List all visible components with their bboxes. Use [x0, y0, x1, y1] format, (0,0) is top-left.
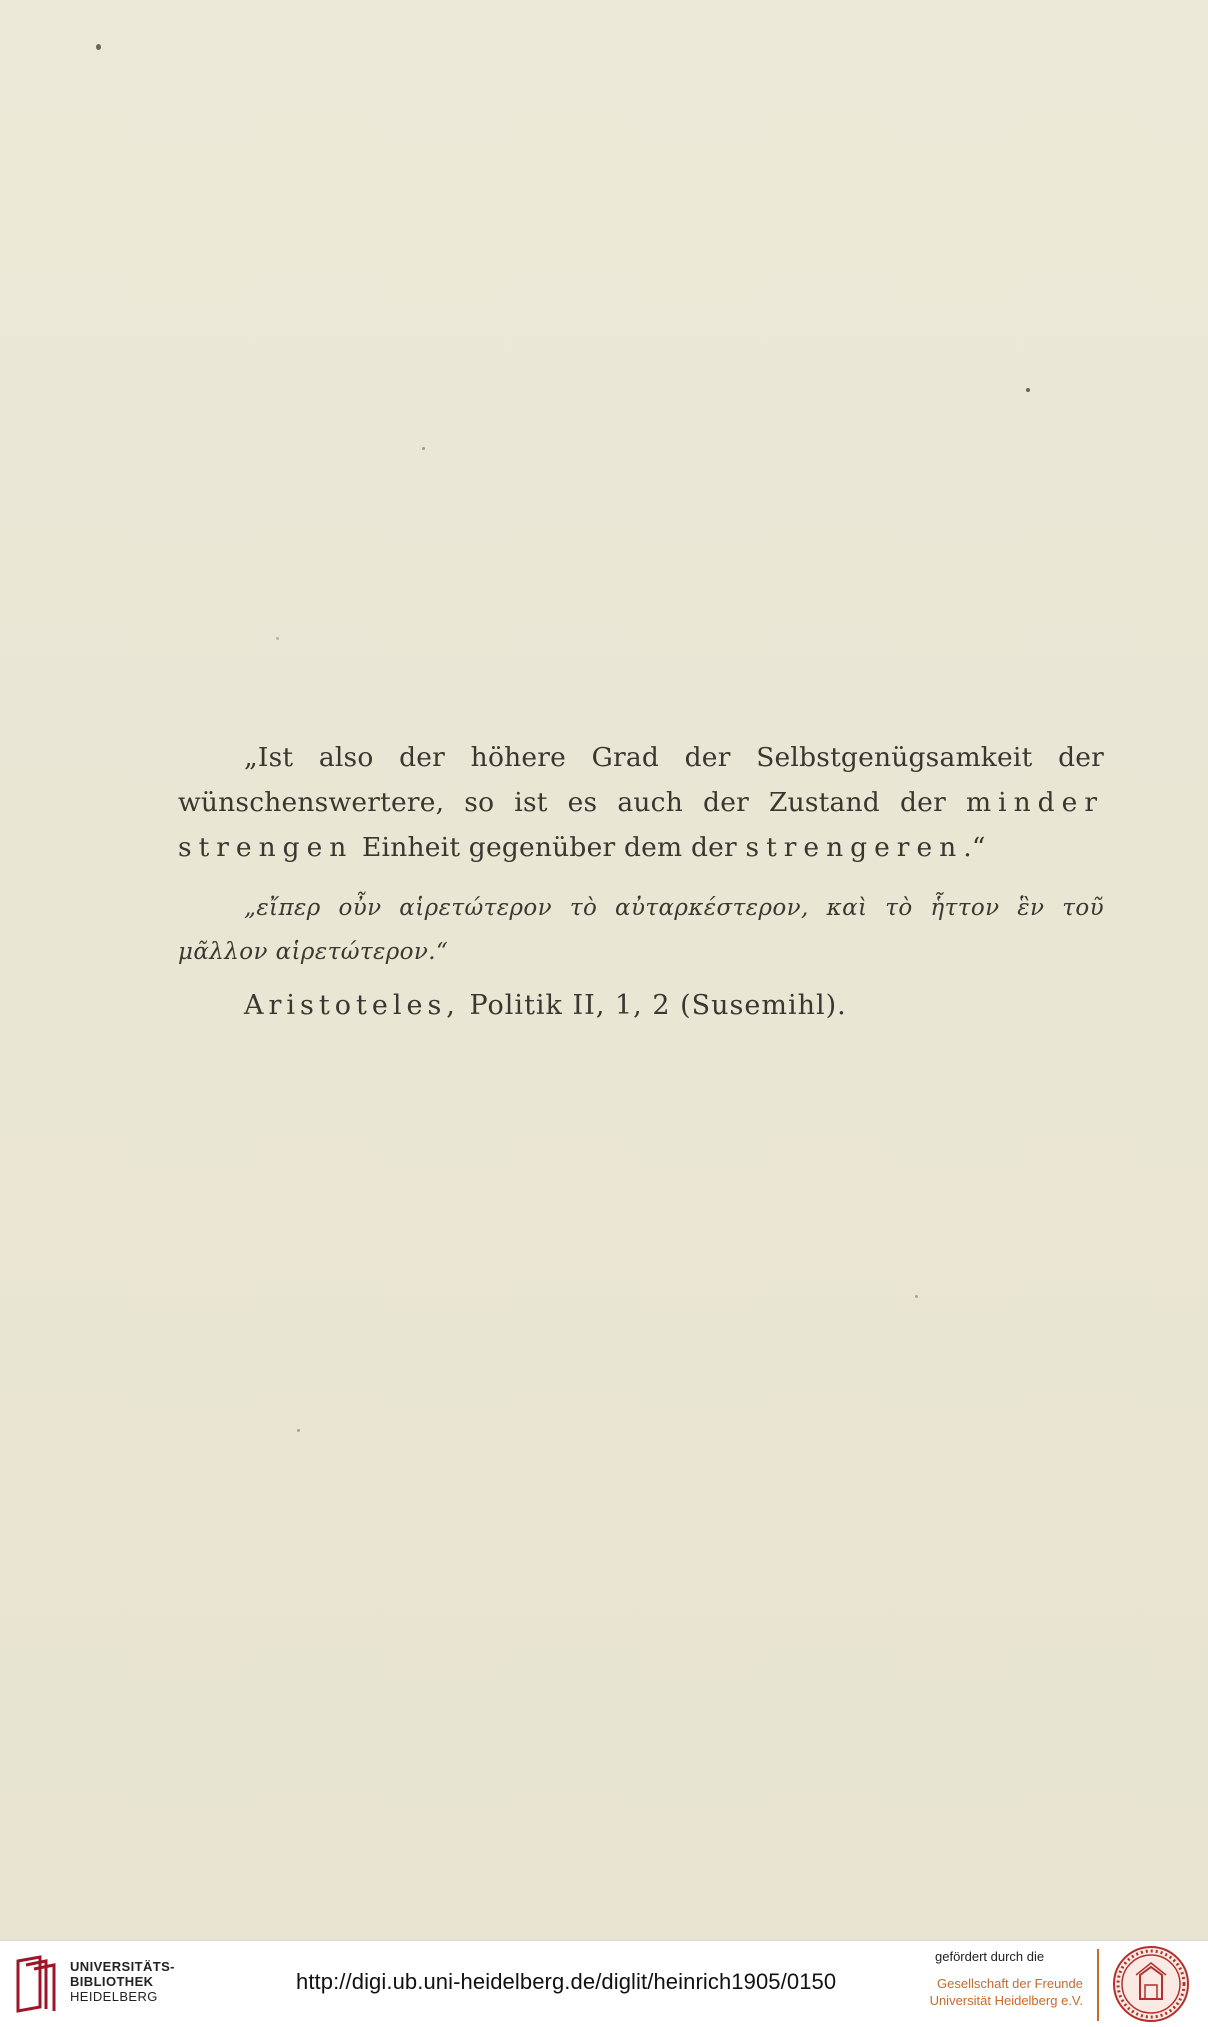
paragraph-text: Einheit gegenüber dem der — [353, 832, 746, 863]
library-name-line: UNIVERSITÄTS- — [70, 1959, 175, 1974]
university-seal-icon[interactable] — [1112, 1945, 1190, 2023]
german-quote-paragraph — [178, 735, 1104, 870]
text-block — [178, 735, 1104, 1026]
library-name-line: BIBLIOTHEK — [70, 1974, 154, 1989]
emphasized-text: minder strengen — [178, 787, 1104, 863]
library-logo-icon[interactable] — [12, 1955, 62, 2015]
sponsor-divider — [1097, 1949, 1099, 2021]
paragraph-text: „Ist also der höhere Grad der Selbstgenügsamkeit der wünschenswertere, so ist es auch der Zustand der — [178, 742, 1104, 818]
paragraph-text: .“ — [963, 832, 986, 863]
library-name[interactable] — [70, 1959, 175, 2004]
sponsor-line: Universität Heidelberg e.V. — [929, 1993, 1083, 2008]
citation — [244, 986, 1104, 1026]
paper-speck — [276, 637, 279, 640]
emphasized-text: strengeren — [745, 832, 964, 863]
citation-work: Politik II, 1, 2 (Susemihl). — [459, 990, 847, 1021]
paper-speck — [422, 447, 425, 450]
paper-speck — [915, 1295, 918, 1298]
funded-by-label: gefördert durch die — [935, 1949, 1045, 1964]
page-url-link[interactable]: http://digi.ub.uni-heidelberg.de/diglit/heinrich1905/0150 — [296, 1969, 837, 1994]
sponsor-line: Gesellschaft der Freunde — [937, 1976, 1083, 1991]
paper-speck — [1026, 388, 1030, 392]
citation-author: Aristoteles, — [244, 990, 460, 1021]
paper-speck — [96, 44, 101, 50]
footer-bar — [0, 1940, 1208, 2027]
greek-quote: „εἴπερ οὖν αἱρετώτερον τὸ αὐταρκέστερον, καὶ τὸ ἧττον ἓν τοῦ μᾶλλον αἱρετώτερον.“ — [178, 895, 1104, 965]
sponsor-name[interactable] — [930, 1975, 1083, 2009]
paper-speck — [297, 1429, 300, 1432]
library-name-line: HEIDELBERG — [70, 1989, 158, 2004]
